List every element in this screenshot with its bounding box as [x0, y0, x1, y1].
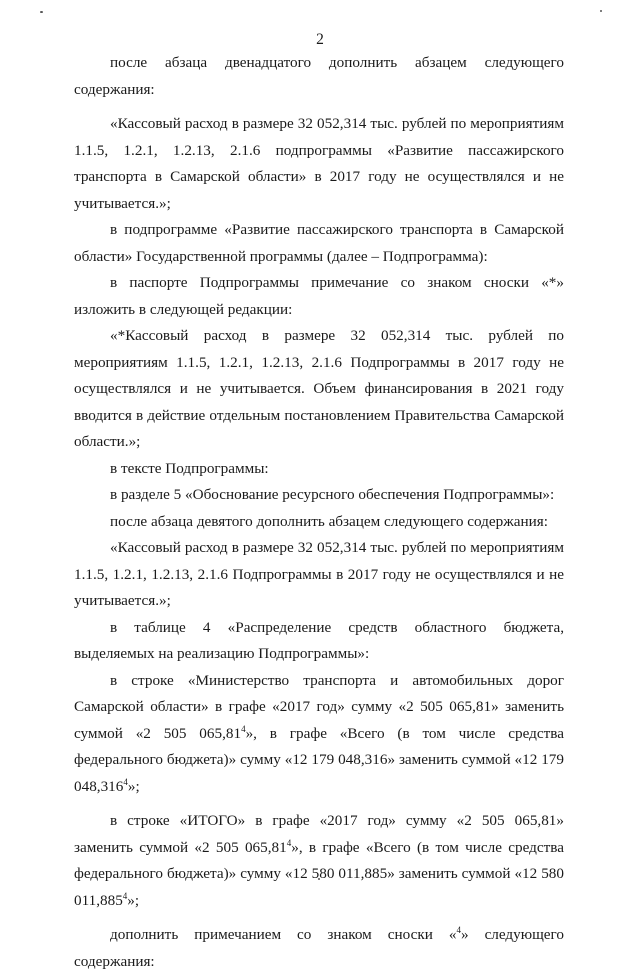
paragraph: в таблице 4 «Распределение средств областного бюджета, выделяемых на реализацию Подпрограммы»:	[74, 618, 564, 662]
footnote-mark: 4	[286, 837, 292, 848]
footnote-mark: 4	[456, 925, 461, 935]
footnote-mark: 4	[123, 776, 128, 787]
paragraph	[74, 668, 564, 801]
document-body	[74, 50, 564, 975]
page-number: 2	[316, 31, 324, 48]
paragraph: после абзаца девятого дополнить абзацем следующего содержания:	[110, 512, 548, 530]
paragraph	[74, 922, 564, 975]
paragraph: в тексте Подпрограммы:	[110, 459, 269, 477]
footnote-mark: 4	[122, 890, 128, 901]
paragraph: в разделе 5 «Обоснование ресурсного обеспечения Подпрограммы»:	[110, 486, 555, 503]
text-run: в строке «ИТОГО» в графе «2017 год» сумму «2 505 065,81» заменить суммой «2 505 065,81	[74, 812, 564, 856]
text-run: », в графе «Всего (в том числе средства федерального бюджета)» сумму «12 580 011,885» заменить суммой «12 580 011,885	[74, 838, 564, 909]
scan-speck	[40, 11, 43, 13]
quoted-paragraph: «Кассовый расход в размере 32 052,314 тыс. рублей по мероприятиям 1.1.5, 1.2.1, 1.2.13, 2.1.6 Подпрограммы в 2017 году не осуществлялся и не учитывается.»;	[74, 539, 564, 609]
text-run: дополнить примечанием со знаком сноски «	[110, 926, 457, 943]
paragraph: в паспорте Подпрограммы примечание со знаком сноски «*» изложить в следующей редакции:	[74, 274, 564, 318]
paragraph	[74, 808, 564, 914]
text-run: »;	[127, 777, 140, 795]
paragraph: в подпрограмме «Развитие пассажирского транспорта в Самарской области» Государственной программы (далее – Подпрограмма):	[74, 221, 564, 265]
quoted-paragraph: «Кассовый расход в размере 32 052,314 тыс. рублей по мероприятиям 1.1.5, 1.2.1, 1.2.13, 2.1.6 подпрограммы «Развитие пассажирского транспорта в Самарской области» в 2017 году не осуществлялся и не учитывается.»;	[74, 115, 564, 212]
footnote-mark: 4	[241, 723, 246, 734]
quoted-paragraph: «*Кассовый расход в размере 32 052,314 тыс. рублей по мероприятиям 1.1.5, 1.2.1, 1.2.13, 2.1.6 Подпрограммы в 2017 году не осуществлялся и не учитывается. Объем финансирования в 2021 году вводится в действие отдельным постановлением Правительства Самарской области.»;	[74, 327, 564, 450]
paragraph: после абзаца двенадцатого дополнить абзацем следующего содержания:	[74, 54, 564, 98]
text-run: » следующего содержания:	[74, 926, 564, 970]
scan-speck	[600, 10, 602, 12]
text-run: »;	[127, 891, 140, 909]
text-run: в строке «Министерство транспорта и автомобильных дорог Самарской области» в графе «2017 год» сумму «2 505 065,81» заменить суммой «2 505 065,81	[74, 671, 564, 742]
text-run: », в графе «Всего (в том числе средства федерального бюджета)» сумму «12 179 048,316» заменить суммой «12 179 048,316	[74, 724, 564, 795]
